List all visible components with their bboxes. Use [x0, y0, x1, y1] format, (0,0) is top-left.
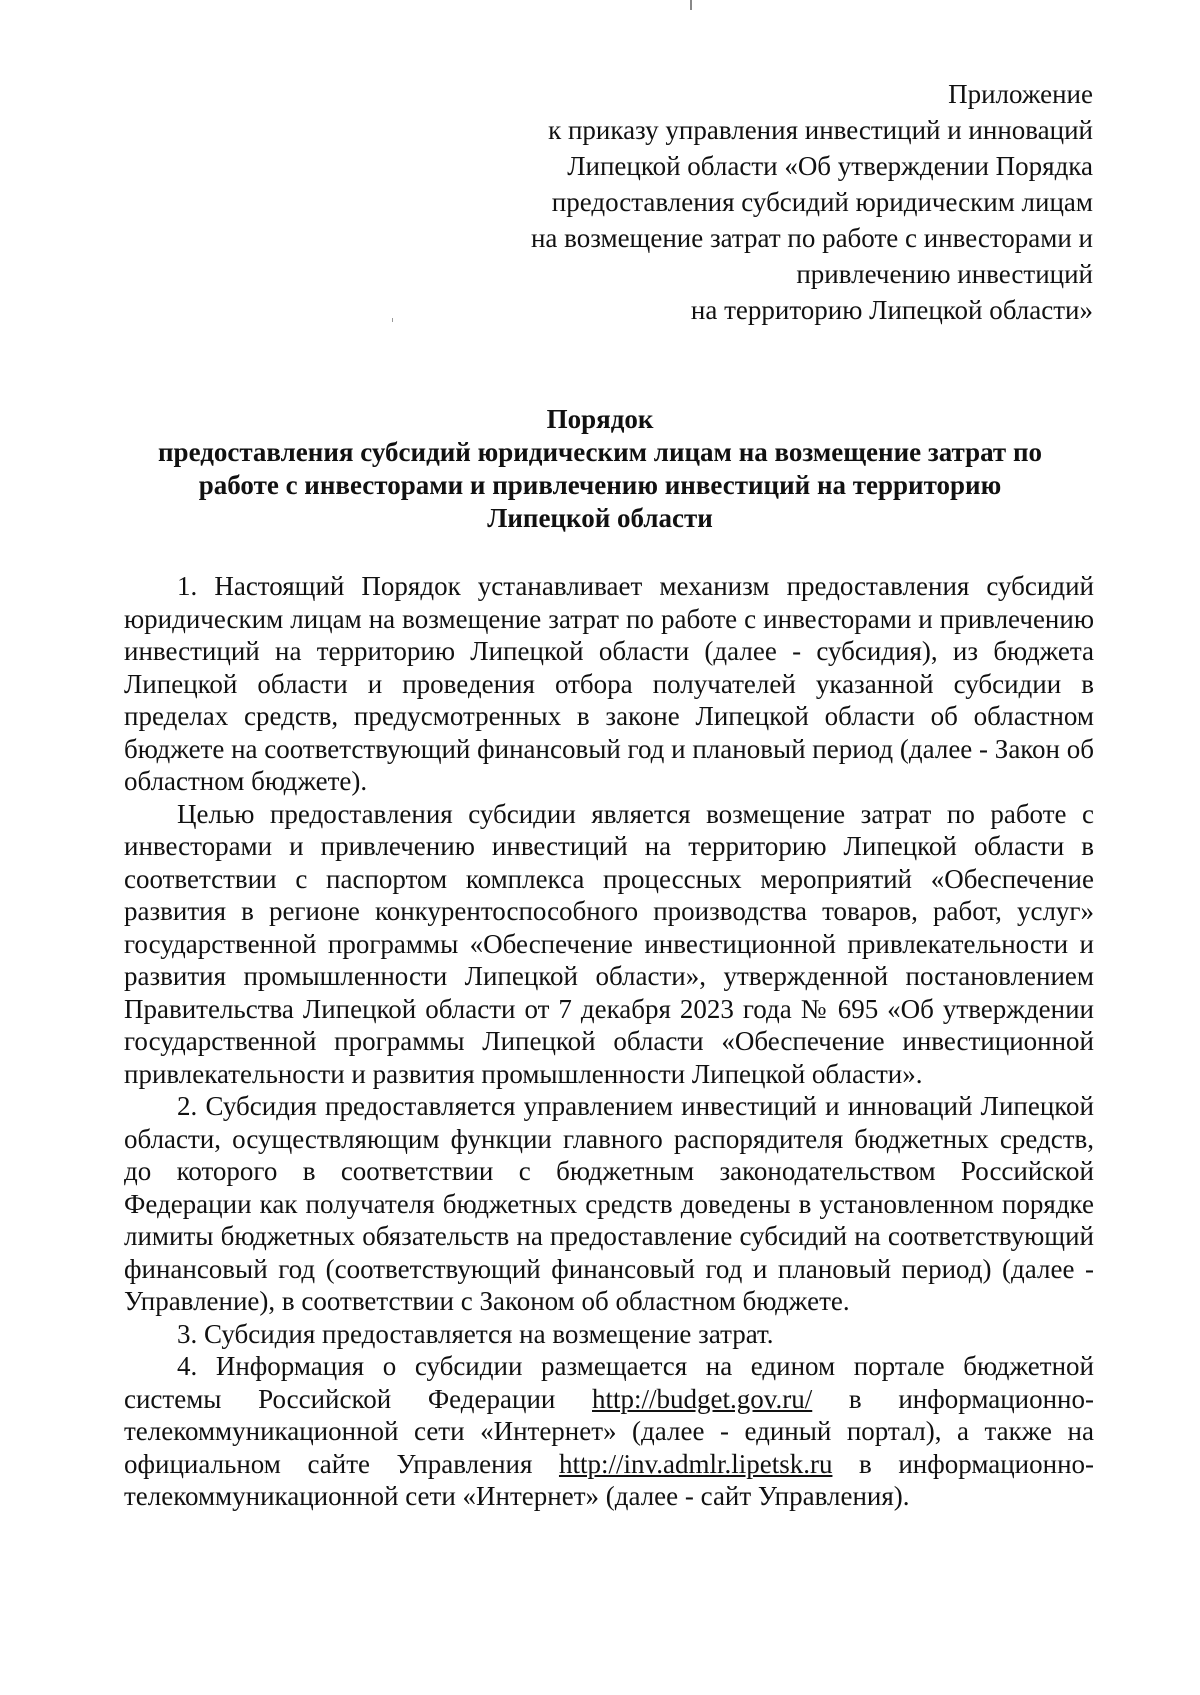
- appendix-line: Приложение: [948, 79, 1093, 109]
- paragraph-5: [124, 1350, 1094, 1513]
- scan-mark: [392, 318, 393, 322]
- agency-site-link[interactable]: http://inv.admlr.lipetsk.ru: [558, 1448, 833, 1479]
- paragraph-4: 3. Субсидия предоставляется на возмещение затрат.: [177, 1318, 774, 1349]
- title-line: предоставления субсидий юридическим лицам на возмещение затрат по: [158, 437, 1042, 467]
- document-body: [124, 570, 1094, 1513]
- title-line: Липецкой области: [487, 503, 713, 533]
- budget-portal-link[interactable]: http://budget.gov.ru/: [592, 1383, 813, 1414]
- paragraph-5-text: в информационно-телекоммуникационной сети «Интернет» (далее - единый портал), а также на официальном сайте Управления: [124, 1383, 1094, 1479]
- appendix-line: предоставления субсидий юридическим лицам: [551, 187, 1093, 217]
- appendix-line: на территорию Липецкой области»: [690, 295, 1093, 325]
- paragraph-5-text: 4. Информация о субсидии размещается на едином портале бюджетной системы Российской Федерации: [124, 1351, 1094, 1414]
- appendix-line: к приказу управления инвестиций и инноваций: [548, 115, 1093, 145]
- appendix-line: на возмещение затрат по работе с инвесторами и: [530, 223, 1093, 253]
- title-line: Порядок: [546, 404, 654, 434]
- paragraph-2: Целью предоставления субсидии является возмещение затрат по работе с инвесторами и привлечению инвестиций на территорию Липецкой области в соответствии с паспортом комплекса процессных мероприятий «Обеспечение развития в регионе конкурентоспособного производства товаров, работ, услуг» государственной программы «Обеспечение инвестиционной привлекательности и развития промышленности Липецкой области», утвержденной постановлением Правительства Липецкой области от 7 декабря 2023 года № 695 «Об утверждении государственной программы Липецкой области «Обеспечение инвестиционной привлекательности и развития промышленности Липецкой области».: [124, 798, 1094, 1089]
- paragraph-5-text: в информационно-телекоммуникационной сети «Интернет» (далее - сайт Управления).: [124, 1448, 1095, 1511]
- title-line: работе с инвесторами и привлечению инвестиций на территорию: [198, 470, 1002, 500]
- scan-mark: [690, 0, 692, 10]
- document-title: [120, 403, 1080, 535]
- paragraph-3: 2. Субсидия предоставляется управлением инвестиций и инноваций Липецкой области, осуществляющим функции главного распорядителя бюджетных средств, до которого в соответствии с бюджетным законодательством Российской Федерации как получателя бюджетных средств доведены в установленном порядке лимиты бюджетных обязательств на предоставление субсидий на соответствующий финансовый год (соответствующий финансовый год и плановый период) (далее - Управление), в соответствии с Законом об областном бюджете.: [124, 1091, 1094, 1316]
- appendix-line: Липецкой области «Об утверждении Порядка: [567, 151, 1093, 181]
- paragraph-1: 1. Настоящий Порядок устанавливает механизм предоставления субсидий юридическим лицам на возмещение затрат по работе с инвесторами и привлечению инвестиций на территорию Липецкой области (далее - субсидия), из бюджета Липецкой области и проведения отбора получателей указанной субсидии в пределах средств, предусмотренных в законе Липецкой области об областном бюджете на соответствующий финансовый год и плановый период (далее - Закон об областном бюджете).: [124, 571, 1094, 796]
- appendix-line: привлечению инвестиций: [796, 259, 1093, 289]
- appendix-header: [453, 76, 1093, 328]
